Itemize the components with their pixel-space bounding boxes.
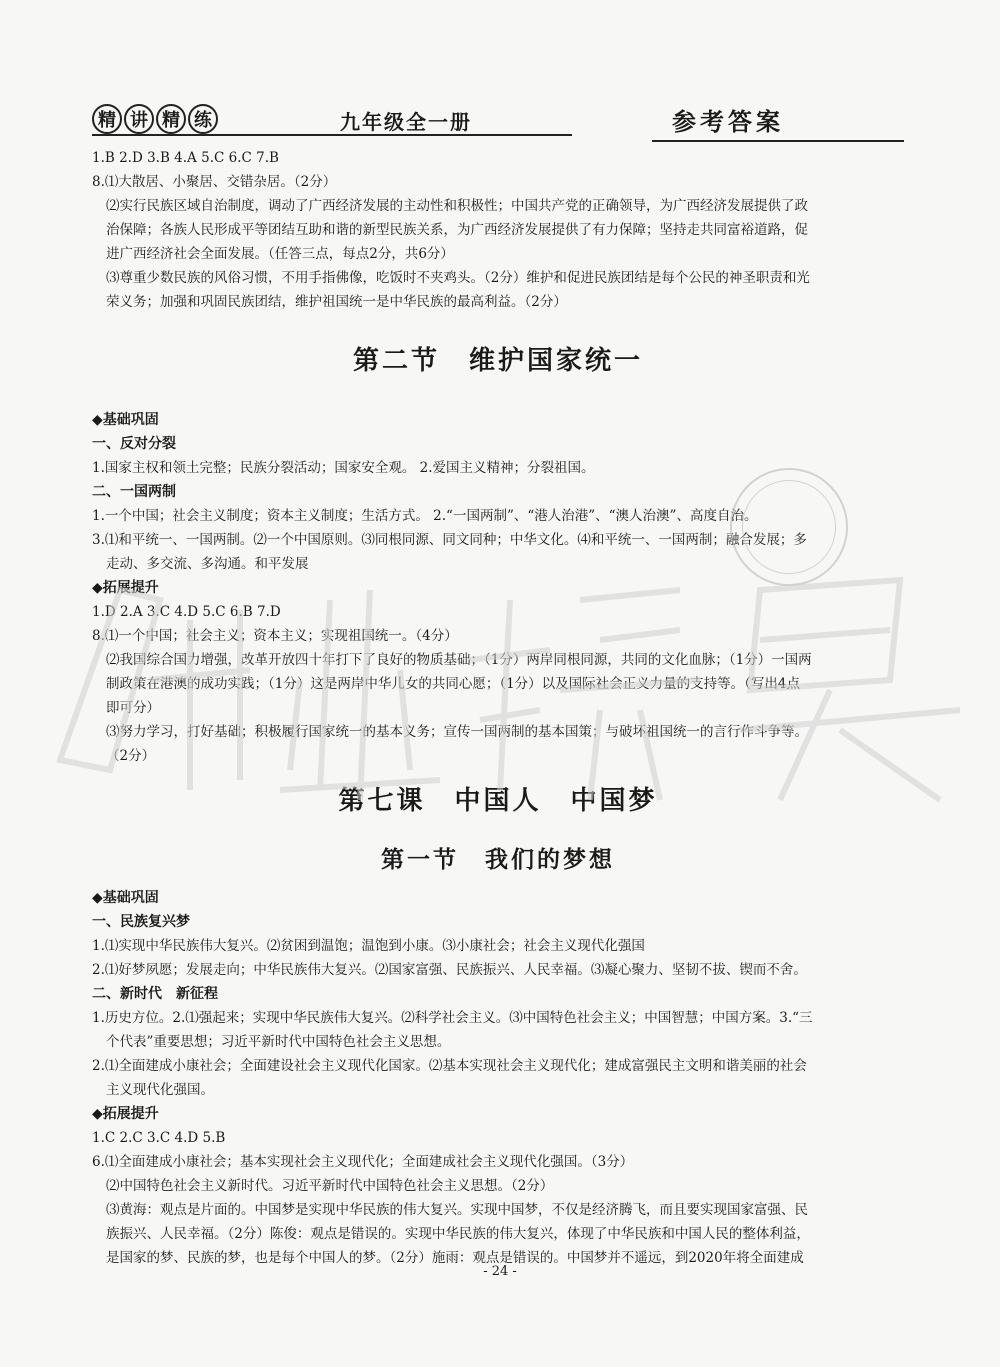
- section-title: 第一节 我们的梦想: [381, 847, 615, 873]
- answer-line: 制政策在港澳的成功实践；（1分）这是两岸中华儿女的共同心愿；（1分）以及国际社会正义力量的支持等。（写出4点: [106, 676, 801, 692]
- answer-line: 8.⑴大散居、小聚居、交错杂居。（2分）: [92, 174, 337, 190]
- answer-line: ⑶黄海：观点是片面的。中国梦是实现中华民族的伟大复兴。实现中国梦，不仅是经济腾飞，而且要实现国家富强、民: [106, 1202, 808, 1218]
- section-title: 第二节 维护国家统一: [352, 346, 643, 376]
- logo-char-4: 练: [188, 104, 218, 134]
- answer-line: 1.B 2.D 3.B 4.A 5.C 6.C 7.B: [92, 150, 279, 166]
- answer-line: 3.⑴和平统一、一国两制。⑵一个中国原则。⑶同根同源、同文同种；中华文化。⑷和平统一、一国两制；融合发展；多: [92, 532, 807, 548]
- answer-line: 1.⑴实现中华民族伟大复兴。⑵贫困到温饱；温饱到小康。⑶小康社会；社会主义现代化强国: [92, 938, 645, 954]
- answer-line: 1.历史方位。2.⑴强起来；实现中华民族伟大复兴。⑵科学社会主义。⑶中国特色社会主义；中国智慧；中国方案。3.“三: [92, 1010, 813, 1026]
- section-title: 第七课 中国人 中国梦: [338, 786, 658, 816]
- answer-line: 主义现代化强国。: [106, 1082, 214, 1098]
- answer-line: 6.⑴全面建成小康社会；基本实现社会主义现代化；全面建成社会主义现代化强国。（3分）: [92, 1154, 634, 1170]
- section-heading: 二、新时代 新征程: [92, 986, 218, 1002]
- answer-line: ⑵中国特色社会主义新时代。习近平新时代中国特色社会主义思想。（2分）: [106, 1178, 554, 1194]
- header-rule-right: [652, 140, 904, 142]
- series-logo: [92, 104, 218, 134]
- answer-line: 走动、多交流、多沟通。和平发展: [106, 556, 309, 572]
- section-heading: 二、一国两制: [92, 484, 176, 500]
- answer-line: 治保障；各族人民形成平等团结互助和谐的新型民族关系，为广西经济发展提供了有力保障；坚持走共同富裕道路，促: [106, 222, 808, 238]
- logo-char-3: 精: [156, 104, 186, 134]
- answer-line: 1.国家主权和领土完整；民族分裂活动；国家安全观。 2.爱国主义精神；分裂祖国。: [92, 460, 595, 476]
- answer-line: 是国家的梦、民族的梦，也是每个中国人的梦。（2分）施雨：观点是错误的。中国梦并不遥远，到2020年将全面建成: [106, 1250, 804, 1266]
- section-heading: ◆拓展提升: [92, 1106, 159, 1122]
- answer-line: 2.⑴好梦夙愿；发展走向；中华民族伟大复兴。⑵国家富强、民族振兴、人民幸福。⑶凝心聚力、坚韧不拔、锲而不舍。: [92, 962, 807, 978]
- grade-label: 九年级全一册: [340, 110, 472, 134]
- answer-line: 进广西经济社会全面发展。（任答三点，每点2分，共6分）: [106, 246, 454, 262]
- answer-line: 即可分）: [106, 700, 160, 716]
- answer-line: 1.一个中国；社会主义制度；资本主义制度；生活方式。 2.“一国两制”、“港人治港”、“澳人治澳”、高度自治。: [92, 508, 758, 524]
- logo-char-1: 精: [92, 104, 122, 134]
- section-heading: ◆基础巩固: [92, 890, 159, 906]
- page-number: - 24 -: [483, 1264, 517, 1279]
- logo-char-2: 讲: [124, 104, 154, 134]
- answer-line: （2分）: [106, 748, 156, 764]
- answer-line: 1.C 2.C 3.C 4.D 5.B: [92, 1130, 226, 1146]
- section-heading: ◆基础巩固: [92, 412, 159, 428]
- answer-line: 个代表”重要思想；习近平新时代中国特色社会主义思想。: [106, 1034, 451, 1050]
- answer-line: 1.D 2.A 3.C 4.D 5.C 6.B 7.D: [92, 604, 281, 620]
- header-rule-left: [92, 134, 572, 136]
- answer-line: ⑵我国综合国力增强，改革开放四十年打下了良好的物质基础；（1分）两岸同根同源，共同的文化血脉；（1分）一国两: [106, 652, 812, 668]
- section-heading: ◆拓展提升: [92, 580, 159, 596]
- answer-line: 2.⑴全面建成小康社会；全面建设社会主义现代化国家。⑵基本实现社会主义现代化；建成富强民主文明和谐美丽的社会: [92, 1058, 807, 1074]
- page-header: [92, 100, 904, 144]
- section-heading: 一、反对分裂: [92, 436, 176, 452]
- answer-line: 族振兴、人民幸福。（2分）陈俊：观点是错误的。实现中华民族的伟大复兴，体现了中华民族和中国人民的整体利益，: [106, 1226, 810, 1242]
- answer-line: ⑵实行民族区域自治制度，调动了广西经济发展的主动性和积极性；中国共产党的正确领导，为广西经济发展提供了政: [106, 198, 808, 214]
- answer-line: 荣义务；加强和巩固民族团结，维护祖国统一是中华民族的最高利益。（2分）: [106, 294, 567, 310]
- section-heading: 一、民族复兴梦: [92, 914, 190, 930]
- answer-line: 8.⑴一个中国；社会主义；资本主义；实现祖国统一。（4分）: [92, 628, 458, 644]
- answer-line: ⑶尊重少数民族的风俗习惯，不用手指佛像，吃饭时不夹鸡头。（2分）维护和促进民族团结是每个公民的神圣职责和光: [106, 270, 810, 286]
- answer-label: 参考答案: [672, 107, 784, 136]
- answer-line: ⑶努力学习，打好基础；积极履行国家统一的基本义务；宣传一国两制的基本国策；与破坏祖国统一的言行作斗争等。: [106, 724, 808, 740]
- answer-content: [92, 146, 904, 1270]
